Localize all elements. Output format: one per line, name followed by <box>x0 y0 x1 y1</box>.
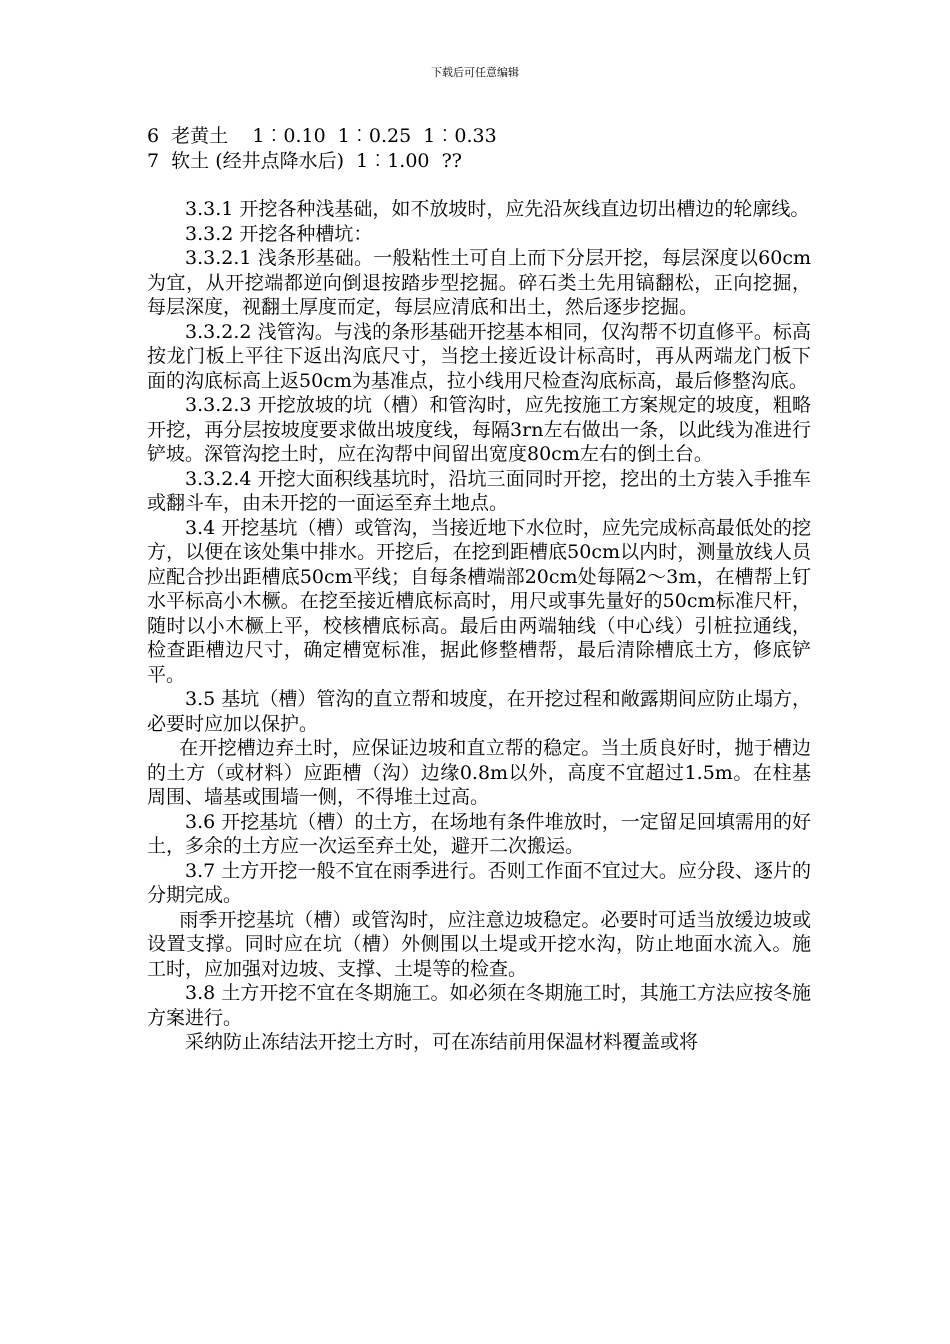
paragraph-3-4: 3.4 开挖基坑（槽）或管沟，当接近地下水位时，应先完成标高最低处的挖方，以便在该处集中排水。开挖后，在挖到距槽底50cm以内时，测量放线人员应配合抄出距槽底50cm平线；自每条槽端部20cm处每隔2～3m，在槽帮上钉水平标高小木橛。在挖至接近槽底标高时，用尺或事先量好的50cm标准尺杆，随时以小木橛上平，校核槽底标高。最后由两端轴线（中心线）引桩拉通线，检查距槽边尺寸，确定槽宽标准，据此修整槽帮，最后清除槽底土方，修底铲平。 <box>147 516 811 686</box>
paragraph-rainy-season: 雨季开挖基坑（槽）或管沟时，应注意边坡稳定。必要时可适当放缓边坡或设置支撑。同时应在坑（槽）外侧围以土堤或开挖水沟，防止地面水流入。施工时，应加强对边坡、支撑、土堤等的检查。 <box>147 908 811 980</box>
paragraph-anti-freeze: 采纳防止冻结法开挖土方时，可在冻结前用保温材料覆盖或将 <box>185 1031 699 1053</box>
paragraph-3-8: 3.8 土方开挖不宜在冬期施工。如必须在冬期施工时，其施工方法应按冬施方案进行。 <box>147 982 811 1029</box>
paragraph-3-6: 3.6 开挖基坑（槽）的土方，在场地有条件堆放时，一定留足回填需用的好土，多余的土方应一次运至弃土处，避开二次搬运。 <box>147 810 811 857</box>
paragraph-3-3-2-2: 3.3.2.2 浅管沟。与浅的条形基础开挖基本相同，仅沟帮不切直修平。标高按龙门板上平往下返出沟底尺寸，当挖土接近设计标高时，再从两端龙门板下面的沟底标高上返50cm为基准点，拉小线用尺检查沟底标高，最后修整沟底。 <box>147 320 811 392</box>
paragraph-3-3-2-3: 3.3.2.3 开挖放坡的坑（槽）和管沟时，应先按施工方案规定的坡度，粗略开挖，再分层按坡度要求做出坡度线，每隔3rn左右做出一条，以此线为准进行铲坡。深管沟挖土时，应在沟帮中间留出宽度80cm左右的倒土台。 <box>147 394 811 465</box>
paragraph-3-5: 3.5 基坑（槽）管沟的直立帮和坡度，在开挖过程和敞露期间应防止塌方，必要时应加以保护。 <box>147 688 811 735</box>
page-header: 下载后可任意编辑 <box>431 66 519 79</box>
spacer <box>147 173 811 197</box>
paragraph-3-3-2: 3.3.2 开挖各种槽坑： <box>185 222 373 245</box>
paragraph-3-7: 3.7 土方开挖一般不宜在雨季进行。否则工作面不宜过大。应分段、逐片的分期完成。 <box>147 859 811 906</box>
table-row-soft-soil: 7 软土 (经井点降水后) 1︰1.00 ?? <box>147 149 462 172</box>
document-body <box>147 124 811 1055</box>
table-row-old-loess: 6 老黄土 1︰0.10 1︰0.25 1︰0.33 <box>147 125 497 147</box>
paragraph-3-3-1: 3.3.1 开挖各种浅基础，如不放坡时，应先沿灰线直边切出槽边的轮廓线。 <box>185 198 810 220</box>
paragraph-3-3-2-1: 3.3.2.1 浅条形基础。一般粘性土可自上而下分层开挖，每层深度以60cm为宜，从开挖端都逆向倒退按踏步型挖掘。碎石类土先用镐翻松，正向挖掘，每层深度，视翻土厚度而定，每层应清底和出土，然后逐步挖掘。 <box>147 247 811 318</box>
paragraph-spoil-placement: 在开挖槽边弃土时，应保证边坡和直立帮的稳定。当土质良好时，抛于槽边的土方（或材料）应距槽（沟）边缘0.8m以外，高度不宜超过1.5m。在柱基周围、墙基或围墙一侧，不得堆土过高。 <box>147 737 811 808</box>
paragraph-3-3-2-4: 3.3.2.4 开挖大面积线基坑时，沿坑三面同时开挖，挖出的土方装入手推车或翻斗车，由未开挖的一面运至弃土地点。 <box>147 467 811 514</box>
